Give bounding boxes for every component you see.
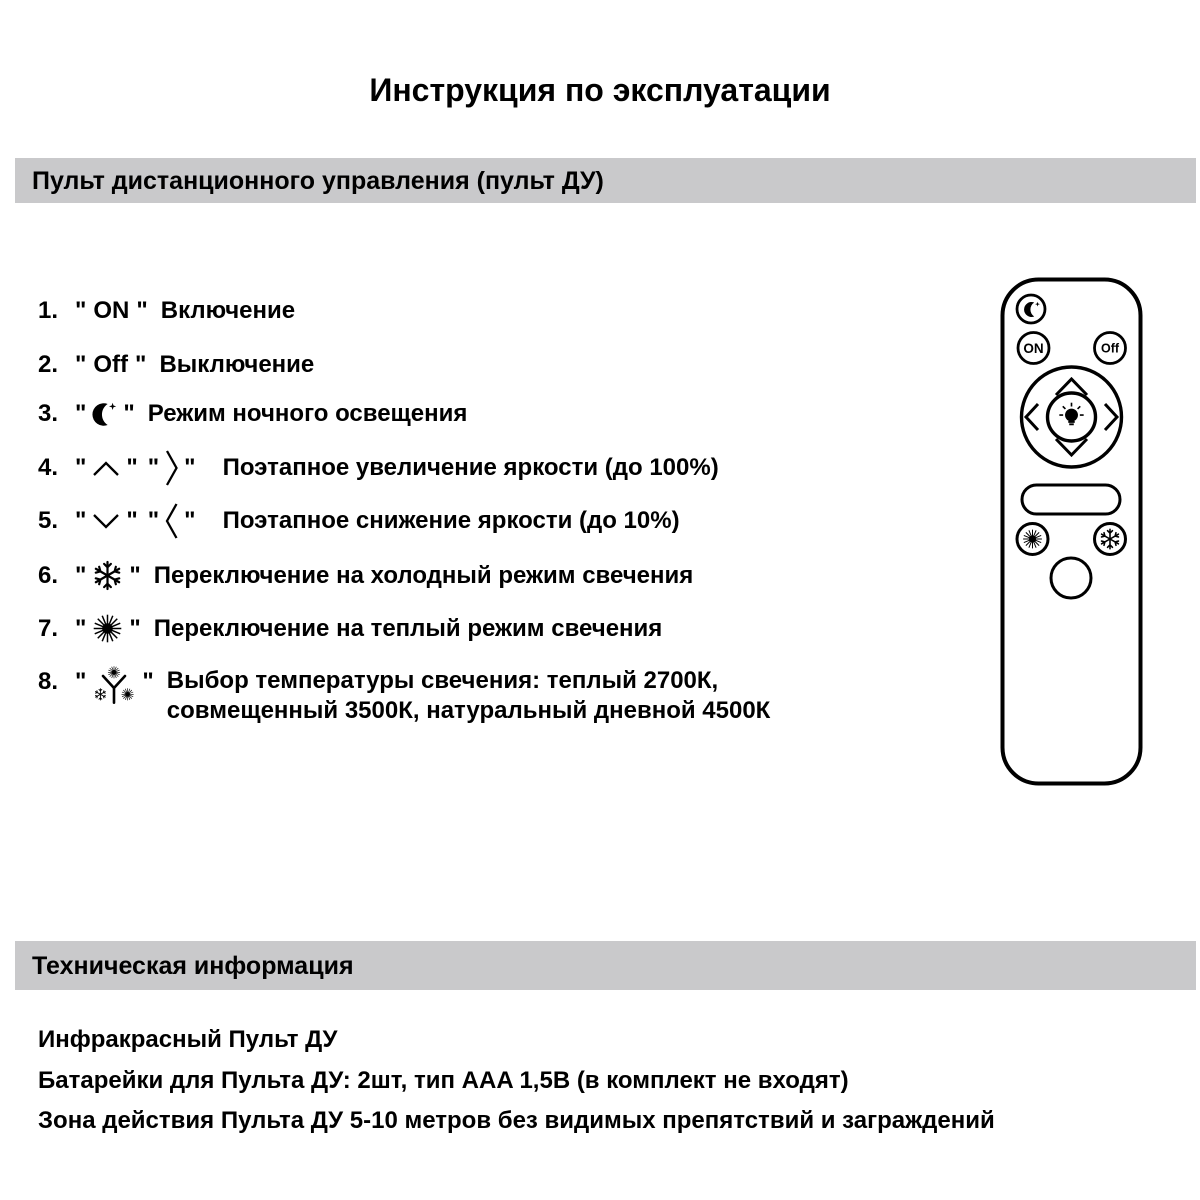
chevron-down-icon: [91, 513, 121, 530]
item-text: Включение: [160, 297, 296, 324]
quote-mark: ": [147, 507, 160, 534]
chevron-up-icon: [91, 460, 121, 477]
on-label: ON: [93, 297, 130, 324]
quote-mark: ": [184, 507, 196, 534]
tech-info-line-3: Зона действия Пульта ДУ 5-10 метров без видимых препятствий и заграждений: [38, 1107, 995, 1134]
quote-mark: ": [129, 614, 141, 642]
quote-mark: ": [135, 351, 147, 378]
quote-mark: ": [75, 351, 87, 378]
list-item-color-temperature: [38, 666, 770, 726]
list-item-night-mode: [38, 398, 467, 430]
quote-mark: ": [136, 297, 148, 324]
list-item-warm-mode: [38, 612, 662, 645]
angle-right-icon: [164, 448, 179, 488]
item-text: Поэтапное снижение яркости (до 10%): [222, 507, 680, 534]
sun-icon: [91, 612, 124, 645]
quote-mark: ": [126, 507, 138, 534]
tech-info-line-2: Батарейки для Пульта ДУ: 2шт, тип AAA 1,5В (в комплект не входят): [38, 1067, 849, 1094]
item-text: Поэтапное увеличение яркости (до 100%): [222, 454, 719, 481]
item-number: 6.: [38, 561, 59, 589]
quote-mark: ": [147, 454, 160, 481]
remote-control-illustration: [1000, 277, 1143, 786]
item-text: Режим ночного освещения: [147, 400, 468, 427]
item-number: 5.: [38, 507, 59, 534]
item-number: 8.: [38, 668, 59, 695]
moon-star-icon: [91, 399, 118, 430]
snowflake-icon: [91, 559, 124, 592]
color-temperature-select-icon: [91, 664, 137, 710]
quote-mark: ": [75, 668, 87, 695]
quote-mark: ": [184, 454, 196, 481]
section-header-remote: [15, 158, 1196, 203]
item-number: 7.: [38, 614, 59, 642]
angle-left-icon: [164, 501, 179, 541]
item-number: 3.: [38, 400, 59, 427]
quote-mark: ": [126, 454, 138, 481]
item-text: Переключение на холодный режим свечения: [153, 561, 694, 589]
quote-mark: ": [75, 614, 87, 642]
list-item-on: [38, 295, 295, 327]
list-item-off: [38, 349, 314, 381]
quote-mark: ": [75, 507, 87, 534]
list-item-cold-mode: [38, 559, 693, 592]
quote-mark: ": [142, 668, 154, 695]
item-text: Выключение: [159, 351, 315, 378]
tech-info-line-1: Инфракрасный Пульт ДУ: [38, 1026, 338, 1053]
sun-icon: [1023, 530, 1042, 549]
item-text-line1: Выбор температуры свечения: теплый 2700К,: [166, 667, 719, 694]
quote-mark: ": [75, 297, 87, 324]
item-number: 4.: [38, 454, 59, 481]
quote-mark: ": [75, 400, 87, 427]
section-header-tech-label: Техническая информация: [32, 952, 354, 980]
remote-on-button-label: ON: [1023, 341, 1044, 356]
section-header-tech: [15, 941, 1196, 990]
item-text-line2: совмещенный 3500К, натуральный дневной 4500К: [166, 697, 771, 724]
quote-mark: ": [123, 400, 135, 427]
page-title: Инструкция по эксплуатации: [369, 72, 831, 108]
quote-mark: ": [75, 454, 87, 481]
section-header-remote-label: Пульт дистанционного управления (пульт ДУ): [32, 167, 604, 195]
remote-off-button-label: Off: [1100, 341, 1120, 356]
off-label: Off: [93, 351, 129, 378]
item-number: 2.: [38, 351, 59, 378]
quote-mark: ": [75, 561, 87, 589]
list-item-brightness-down: [38, 501, 680, 541]
item-text: Переключение на теплый режим свечения: [153, 614, 663, 642]
list-item-brightness-up: [38, 448, 719, 488]
quote-mark: ": [129, 561, 141, 589]
item-number: 1.: [38, 297, 59, 324]
